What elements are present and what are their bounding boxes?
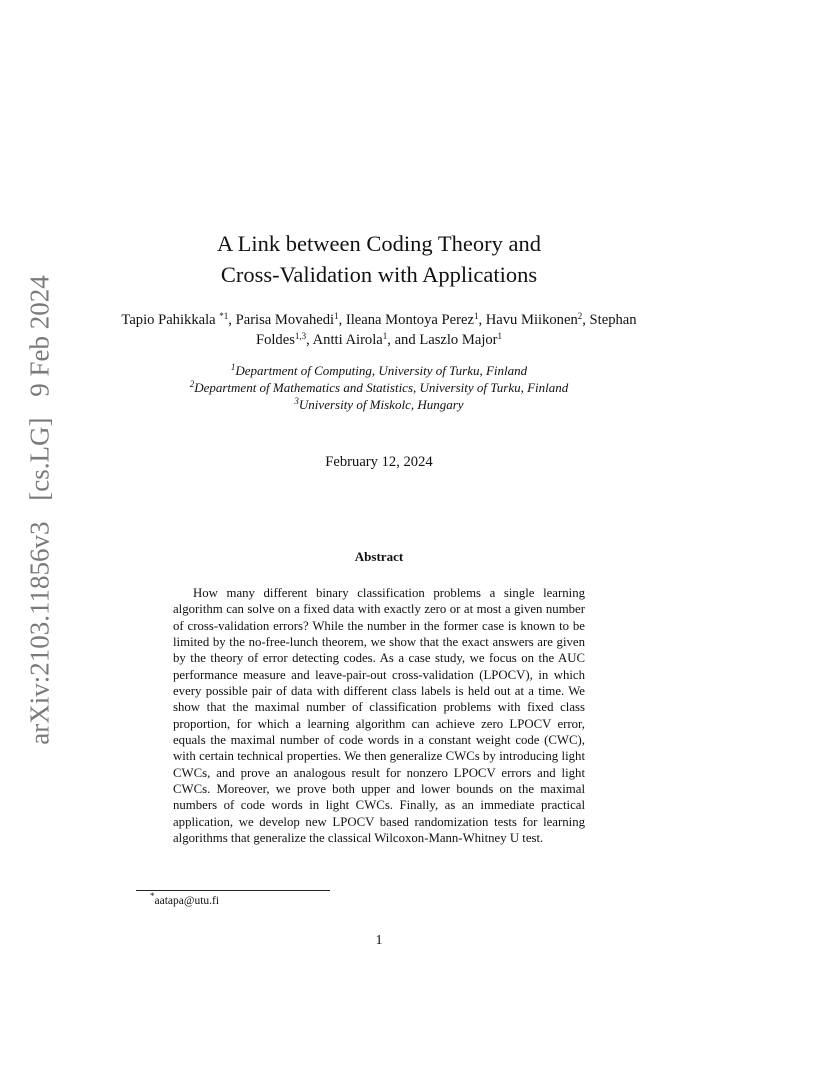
author: Havu Miikonen$^2$, — [485, 311, 590, 328]
author-sup: *1 — [219, 311, 229, 321]
author-sup: 1 — [382, 331, 388, 341]
author-name: Antti Airola — [312, 332, 383, 348]
author-list — [120, 310, 638, 350]
author-name: Stephan Foldes — [255, 312, 637, 348]
arxiv-id: arXiv:2103.11856v3 — [24, 521, 55, 745]
publication-date: February 12, 2024 — [325, 454, 433, 470]
author-sup: 1,3 — [294, 331, 307, 341]
author-name: Tapio Pahikkala — [121, 312, 216, 328]
author-name: Parisa Movahedi — [235, 312, 335, 328]
author-name: Havu Miikonen — [485, 312, 578, 328]
author-name: Ileana Montoya Perez — [345, 312, 474, 328]
page-number: 1 — [375, 933, 383, 948]
footnote-mark: * — [150, 891, 155, 901]
author: Tapio Pahikkala $^{*1}$, — [121, 311, 236, 328]
affiliation: $^2$Department of Mathematics and Statistics, University of Turku, Finland — [189, 379, 569, 395]
author-name: Laszlo Major — [419, 332, 498, 348]
author — [419, 332, 502, 348]
author-sup: 1 — [497, 331, 503, 341]
footnote-rule — [136, 890, 330, 891]
arxiv-sidebar-stamp — [25, 275, 56, 744]
affiliation: $^1$Department of Computing, University of Turku, Finland — [230, 362, 528, 378]
arxiv-category: [cs.LG] — [24, 417, 55, 501]
affiliation-list — [120, 362, 638, 413]
footnote-email: aatapa@utu.fi — [154, 895, 220, 907]
arxiv-date: 9 Feb 2024 — [24, 275, 55, 397]
author: Stephan Foldes$^{1,3}$, — [255, 312, 637, 348]
author-sup: 2 — [577, 311, 583, 321]
author: Antti Airola$^1$, and — [312, 331, 420, 348]
author: Ileana Montoya Perez$^1$, — [345, 311, 486, 328]
abstract-body: How many different binary classification problems a single learning algorithm can solve on a fixed data with exactly zero or at most a given number of cross-validation errors? While the number in the former case is known to be limited by the no-free-lunch theorem, we show that the exact answers are given by the theory of error detecting codes. As a case study, we focus on the AUC performance measure and leave-pair-out cross-validation (LPOCV), in which every possible pair of data with different class labels is held out at a time. We show that the maximal number of classification problems with fixed class proportion, for which a learning algorithm can achieve zero LPOCV error, equals the maximal number of code words in a constant weight code (CWC), with certain technical properties. We then generalize CWCs by introducing light CWCs, and prove an analogous result for nonzero LPOCV errors and light CWCs. Moreover, we prove both upper and lower bounds on the maximal numbers of code words in light CWCs. Finally, as an immediate practical application, we develop new LPOCV based randomization tests for learning algorithms that generalize the classical Wilcoxon-Mann-Whitney U test. — [173, 586, 585, 846]
author-sup: 1 — [334, 311, 339, 321]
author-sup: 1 — [473, 311, 479, 321]
title-line-2: Cross-Validation with Applications — [220, 262, 538, 287]
paper-title — [120, 228, 638, 290]
title-line-1: A Link between Coding Theory and — [217, 231, 541, 256]
footnote — [150, 891, 220, 907]
abstract-heading: Abstract — [354, 549, 404, 564]
author: Parisa Movahedi$^1$, — [235, 311, 346, 328]
affiliation: $^3$University of Miskolc, Hungary — [294, 396, 464, 412]
